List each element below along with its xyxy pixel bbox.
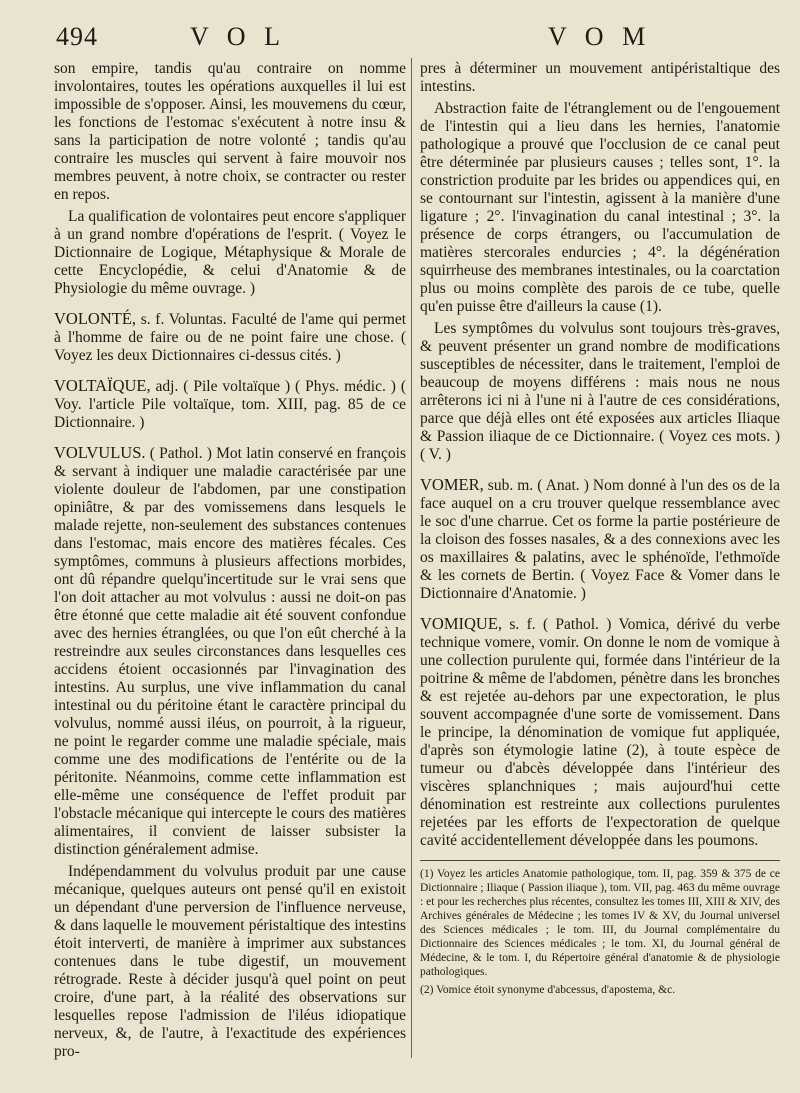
paragraph: son empire, tandis qu'au contraire on nomme involontaires, toutes les opérations auxquelles il lui est impossible de s'opposer. Ainsi, les mouvemens du cœur, les fonctions de l'estomac s'exécutent à notre insu & sans la participation de notre volonté ; tandis qu'au contraire les muscles qui servent à faire mouvoir nos membres peuvent, à notre choix, se contracter ou rester en repos. — [54, 60, 406, 203]
left-running-head: V O L — [190, 22, 286, 51]
paragraph: Indépendamment du volvulus produit par une cause mécanique, quelques auteurs ont pensé qu'il en existoit un dépendant d'une perversion de l'influence nerveuse, & dans laquelle le mouvement péristaltique des intestins étoit interverti, de manière à imprimer aux substances contenues dans le tube digestif, un mouvement rétrograde. Reste à décider jusqu'à quel point on peut croire, d'une part, à la réalité des observations sur lesquelles repose l'admission de l'iléus idiopatique nerveux, &, de l'autre, à l'exactitude des expériences pro- — [54, 863, 406, 1060]
entry-headword: VOMER, — [420, 475, 484, 494]
entry-headword: VOMIQUE, — [420, 614, 503, 633]
entry-body: s. f. ( Pathol. ) Vomica, dérivé du verbe technique vomere, vomir. On donne le nom de vomique à une collection purulente qui, formée dans l'intérieur de la poitrine & même de l'abdomen, pénètre dans les bronches & est rejetée au-dehors par une expectoration, le plus souvent accompagnée d'une sorte de vomissement. Dans le principe, la dénomination de vomique fut appliquée, d'après son étymologie latine (2), à toute espèce de tumeur ou d'abcès développée dans l'intérieur des viscères splanchniques ; mais aujourd'hui cette dénomination est restreinte aux collections purulentes rejetées par les efforts de l'expectoration de quelque cavité accidentellement développée dans les poumons. — [420, 616, 780, 849]
paragraph: La qualification de volontaires peut encore s'appliquer à un grand nombre d'opérations de l'esprit. ( Voyez le Dictionnaire de Logique, Métaphysique & Morale de cette Encyclopédie, & celui d'Anatomie & de Physiologie du même ouvrage. ) — [54, 208, 406, 297]
entry-headword: VOLVULUS. — [54, 443, 146, 462]
entry-vomer — [420, 476, 780, 603]
footnote-2: (2) Vomice étoit synonyme d'abcessus, d'apostema, &c. — [420, 984, 676, 996]
paragraph: Les symptômes du volvulus sont toujours très-graves, & peuvent présenter un grand nombre de modifications susceptibles de nécessiter, dans le traitement, l'emploi de beaucoup de moyens différens : mais nous ne nous arrêterons ici ni à l'une ni à l'autre de ces considérations, parce que déjà elles ont été exposées aux articles Iliaque & Passion iliaque de ce Dictionnaire. ( Voyez ces mots. ) ( V. ) — [420, 320, 780, 463]
entry-body: s. f. Voluntas. Faculté de l'ame qui permet à l'homme de faire ou de ne point faire une chose. ( Voyez les deux Dictionnaires ci-dessus cités. ) — [54, 311, 406, 364]
entry-volonte — [54, 310, 406, 365]
entry-headword: VOLONTÉ, — [54, 309, 137, 328]
left-column — [54, 60, 406, 1065]
entry-body: adj. ( Pile voltaïque ) ( Phys. médic. ) ( Voy. l'article Pile voltaïque, tom. XIII, pag. 85 de ce Dictionnaire. ) — [54, 378, 406, 431]
paragraph: Abstraction faite de l'étranglement ou de l'engouement de l'intestin qui a lieu dans les hernies, l'anatomie pathologique a prouvé que l'occlusion de ce canal peut être déterminée par plusieurs causes ; telles sont, 1°. la constriction produite par les brides ou appendices qui, en se contournant sur l'intestin, agissent à la manière d'une ligature ; 2°. l'invagination du canal intestinal ; 3°. la présence de corps étrangers, ou l'accumulation de matières stercorales endurcies ; 4°. la dégénération squirrheuse des membranes intestinales, ou la coarctation plus ou moins complète des parois de ce tube, quelle qu'en puisse être d'ailleurs la cause (1). — [420, 100, 780, 315]
page-number: 494 — [56, 22, 98, 51]
entry-voltaique — [54, 377, 406, 432]
footnote-rule — [420, 860, 780, 861]
footnote-1: (1) Voyez les articles Anatomie pathologique, tom. II, pag. 359 & 375 de ce Dictionnaire ; Iliaque ( Passion iliaque ), tom. VII, pag. 463 du même ouvrage : et pour les recherches plus récentes, consultez les tomes III, XIII & XIV, des Archives générales de Médecine ; les tomes IV & XV, du Journal universel des Sciences médicales ; le tom. III, du Journal complémentaire du Dictionnaire des Sciences médicales ; le tom. XI, du Journal général de Médecine, & le tom. I, du Répertoire général d'anatomie & de physiologie pathologiques. — [420, 868, 780, 978]
right-running-head: V O M — [548, 22, 652, 51]
column-divider — [411, 58, 412, 1058]
entry-headword: VOLTAÏQUE, — [54, 376, 151, 395]
paragraph: pres à déterminer un mouvement antipéristaltique des intestins. — [420, 60, 780, 95]
entry-vomique — [420, 615, 780, 850]
entry-body: ( Pathol. ) Mot latin conservé en françois & servant à indiquer une maladie caractérisée par une violente douleur de l'abdomen, par une constipation opiniâtre, & par des vomissemens dans lesquels le malade rejette, non-seulement des substances contenues dans l'estomac, mais encore des matières fécales. Ces symptômes, communs à plusieurs affections morbides, ont dû répandre quelqu'incertitude sur le vrai sens que l'on doit attacher au mot volvulus : aussi ne doit-on pas être étonné que cette maladie ait été souvent confondue avec des hernies étranglées, ou que l'on eût cherché à la restreindre aux seules circonstances dans lesquelles ces accidens étoient occasionnés par l'invagination des intestins. Au surplus, une vive inflammation du canal intestinal ou du péritoine étant le caractère principal du volvulus, nommé aussi iléus, on pourroit, à la rigueur, ne point le regarder comme une maladie spéciale, mais comme une des modifications de l'entérite ou de la péritonite. Néanmoins, comme cette inflammation est elle-même une conséquence de l'effet produit par l'obstacle mécanique qui intercepte le cours des matières alimentaires, il convient de laisser subsister la distinction généralement admise. — [54, 445, 406, 858]
right-column — [420, 60, 780, 1001]
entry-body: sub. m. ( Anat. ) Nom donné à l'un des os de la face auquel on a cru trouver quelque ressemblance avec le soc d'une charrue. Cet os forme la partie postérieure de la cloison des fosses nasales, & a des connexions avec les os maxillaires & palatins, avec le sphénoïde, l'ethmoïde & les cornets de Bertin. ( Voyez Face & Vomer dans le Dictionnaire d'Anatomie. ) — [420, 477, 780, 602]
entry-volvulus — [54, 444, 406, 859]
